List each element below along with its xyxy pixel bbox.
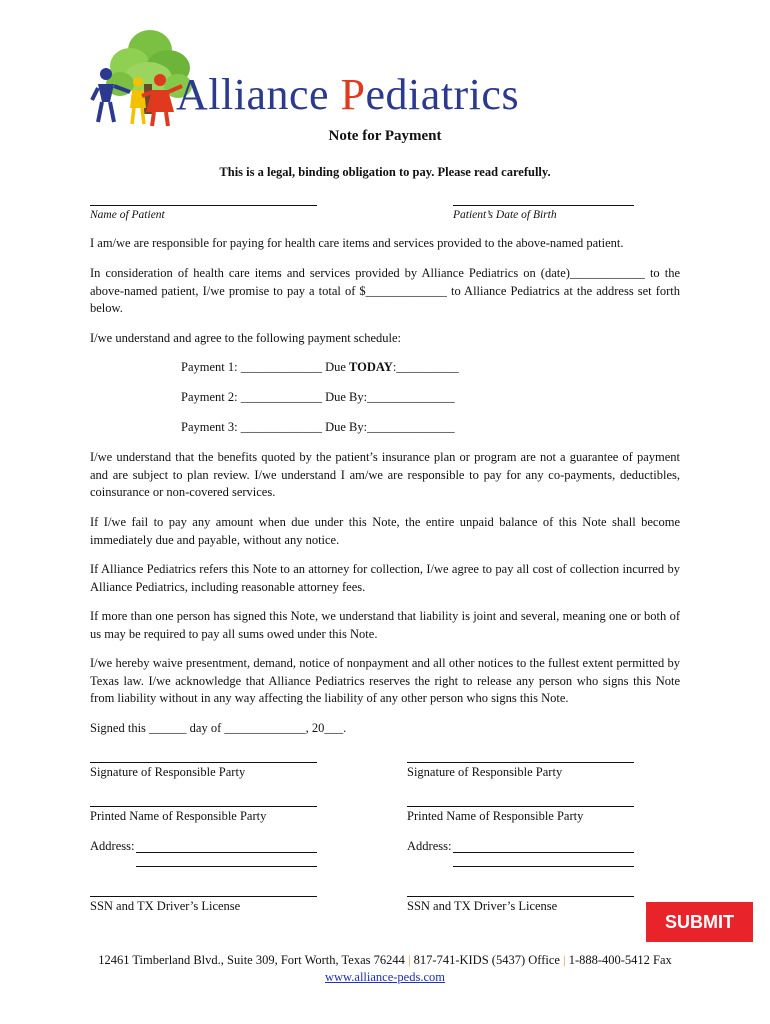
address-line-right-2[interactable] <box>453 866 634 867</box>
printed-name-label-right: Printed Name of Responsible Party <box>407 809 584 823</box>
logo-word-ediatrics: ediatrics <box>365 70 520 119</box>
payment-1-label: Payment 1: _____________ Due <box>181 360 350 374</box>
payment-1-row[interactable] <box>181 360 459 375</box>
page-subtitle: This is a legal, binding obligation to pay. Please read carefully. <box>219 165 551 179</box>
printed-name-label-left: Printed Name of Responsible Party <box>90 809 267 823</box>
ssn-label-left: SSN and TX Driver’s License <box>90 899 241 913</box>
payment-2-row[interactable] <box>181 390 455 405</box>
signature-line-left[interactable] <box>90 762 317 763</box>
footer-separator: | <box>408 953 411 967</box>
address-line-right-1[interactable] <box>453 852 634 853</box>
logo-wordmark <box>176 70 519 120</box>
responsibility-paragraph: I am/we are responsible for paying for health care items and services provided to the above-named patient. <box>90 236 624 250</box>
payment-1-due-today: TODAY <box>349 360 393 374</box>
ssn-line-right[interactable] <box>407 896 634 897</box>
payment-3-row[interactable] <box>181 420 455 435</box>
patient-name-line[interactable] <box>90 205 317 206</box>
signature-label-right: Signature of Responsible Party <box>407 765 563 779</box>
footer-fax: 1-888-400-5412 Fax <box>565 953 672 967</box>
footer-address: 12461 Timberland Blvd., Suite 309, Fort Worth, Texas 76244 <box>98 953 409 967</box>
printed-name-line-left[interactable] <box>90 806 317 807</box>
address-line-left-1[interactable] <box>136 852 317 853</box>
waiver-paragraph: I/we hereby waive presentment, demand, notice of nonpayment and all other notices to the fullest extent permitted by Texas law. I/we acknowledge that Alliance Pediatrics reserves the right to release any person who signs this Note from liability without in any way affecting the liability of any other person who signs this Note. <box>90 656 680 705</box>
collection-paragraph: If Alliance Pediatrics refers this Note to an attorney for collection, I/we agree to pay all cost of collection incurred by Alliance Pediatrics, including reasonable attorney fees. <box>90 562 680 594</box>
footer <box>0 952 770 986</box>
page-title: Note for Payment <box>328 128 442 144</box>
logo-letter-p: P <box>340 70 366 119</box>
logo-word-alliance: Alliance <box>176 70 341 119</box>
signature-line-right[interactable] <box>407 762 634 763</box>
default-paragraph: If I/we fail to pay any amount when due under this Note, the entire unpaid balance of this Note shall become immediately due and payable, without any notice. <box>90 515 680 547</box>
ssn-line-left[interactable] <box>90 896 317 897</box>
insurance-paragraph: I/we understand that the benefits quoted by the patient’s insurance plan or program are not a guarantee of payment and are subject to plan review. I/we understand I am/we are responsible to pay for any co-payments, deductibles, coinsurance or non-covered services. <box>90 450 680 499</box>
consideration-paragraph: In consideration of health care items and services provided by Alliance Pediatrics on (date)____________ to the above-named patient, I/we promise to pay a total of $_____________ to Alliance Pediatrics at the address set forth below. <box>90 266 680 315</box>
signature-label-left: Signature of Responsible Party <box>90 765 246 779</box>
liability-paragraph: If more than one person has signed this Note, we understand that liability is joint and several, meaning one or both of us may be required to pay all sums owed under this Note. <box>90 609 680 641</box>
submit-button[interactable]: SUBMIT <box>646 902 753 942</box>
footer-phone: 817-741-KIDS (5437) Office <box>410 953 564 967</box>
footer-contact <box>0 952 770 969</box>
address-label-left: Address: <box>90 839 135 853</box>
address-label-right: Address: <box>407 839 452 853</box>
payment-3-label: Payment 3: _____________ Due By:______________ <box>181 420 455 434</box>
patient-dob-label: Patient’s Date of Birth <box>453 209 557 221</box>
patient-dob-line[interactable] <box>453 205 634 206</box>
address-line-left-2[interactable] <box>136 866 317 867</box>
signed-date-line[interactable]: Signed this ______ day of _____________, 20___. <box>90 721 347 735</box>
payment-2-label: Payment 2: _____________ Due By:______________ <box>181 390 455 404</box>
website-link[interactable]: www.alliance-peds.com <box>325 970 445 984</box>
printed-name-line-right[interactable] <box>407 806 634 807</box>
payment-1-due-field: :__________ <box>392 360 459 374</box>
schedule-intro: I/we understand and agree to the following payment schedule: <box>90 331 402 345</box>
ssn-label-right: SSN and TX Driver’s License <box>407 899 558 913</box>
footer-separator: | <box>563 953 566 967</box>
patient-name-label: Name of Patient <box>90 209 165 221</box>
